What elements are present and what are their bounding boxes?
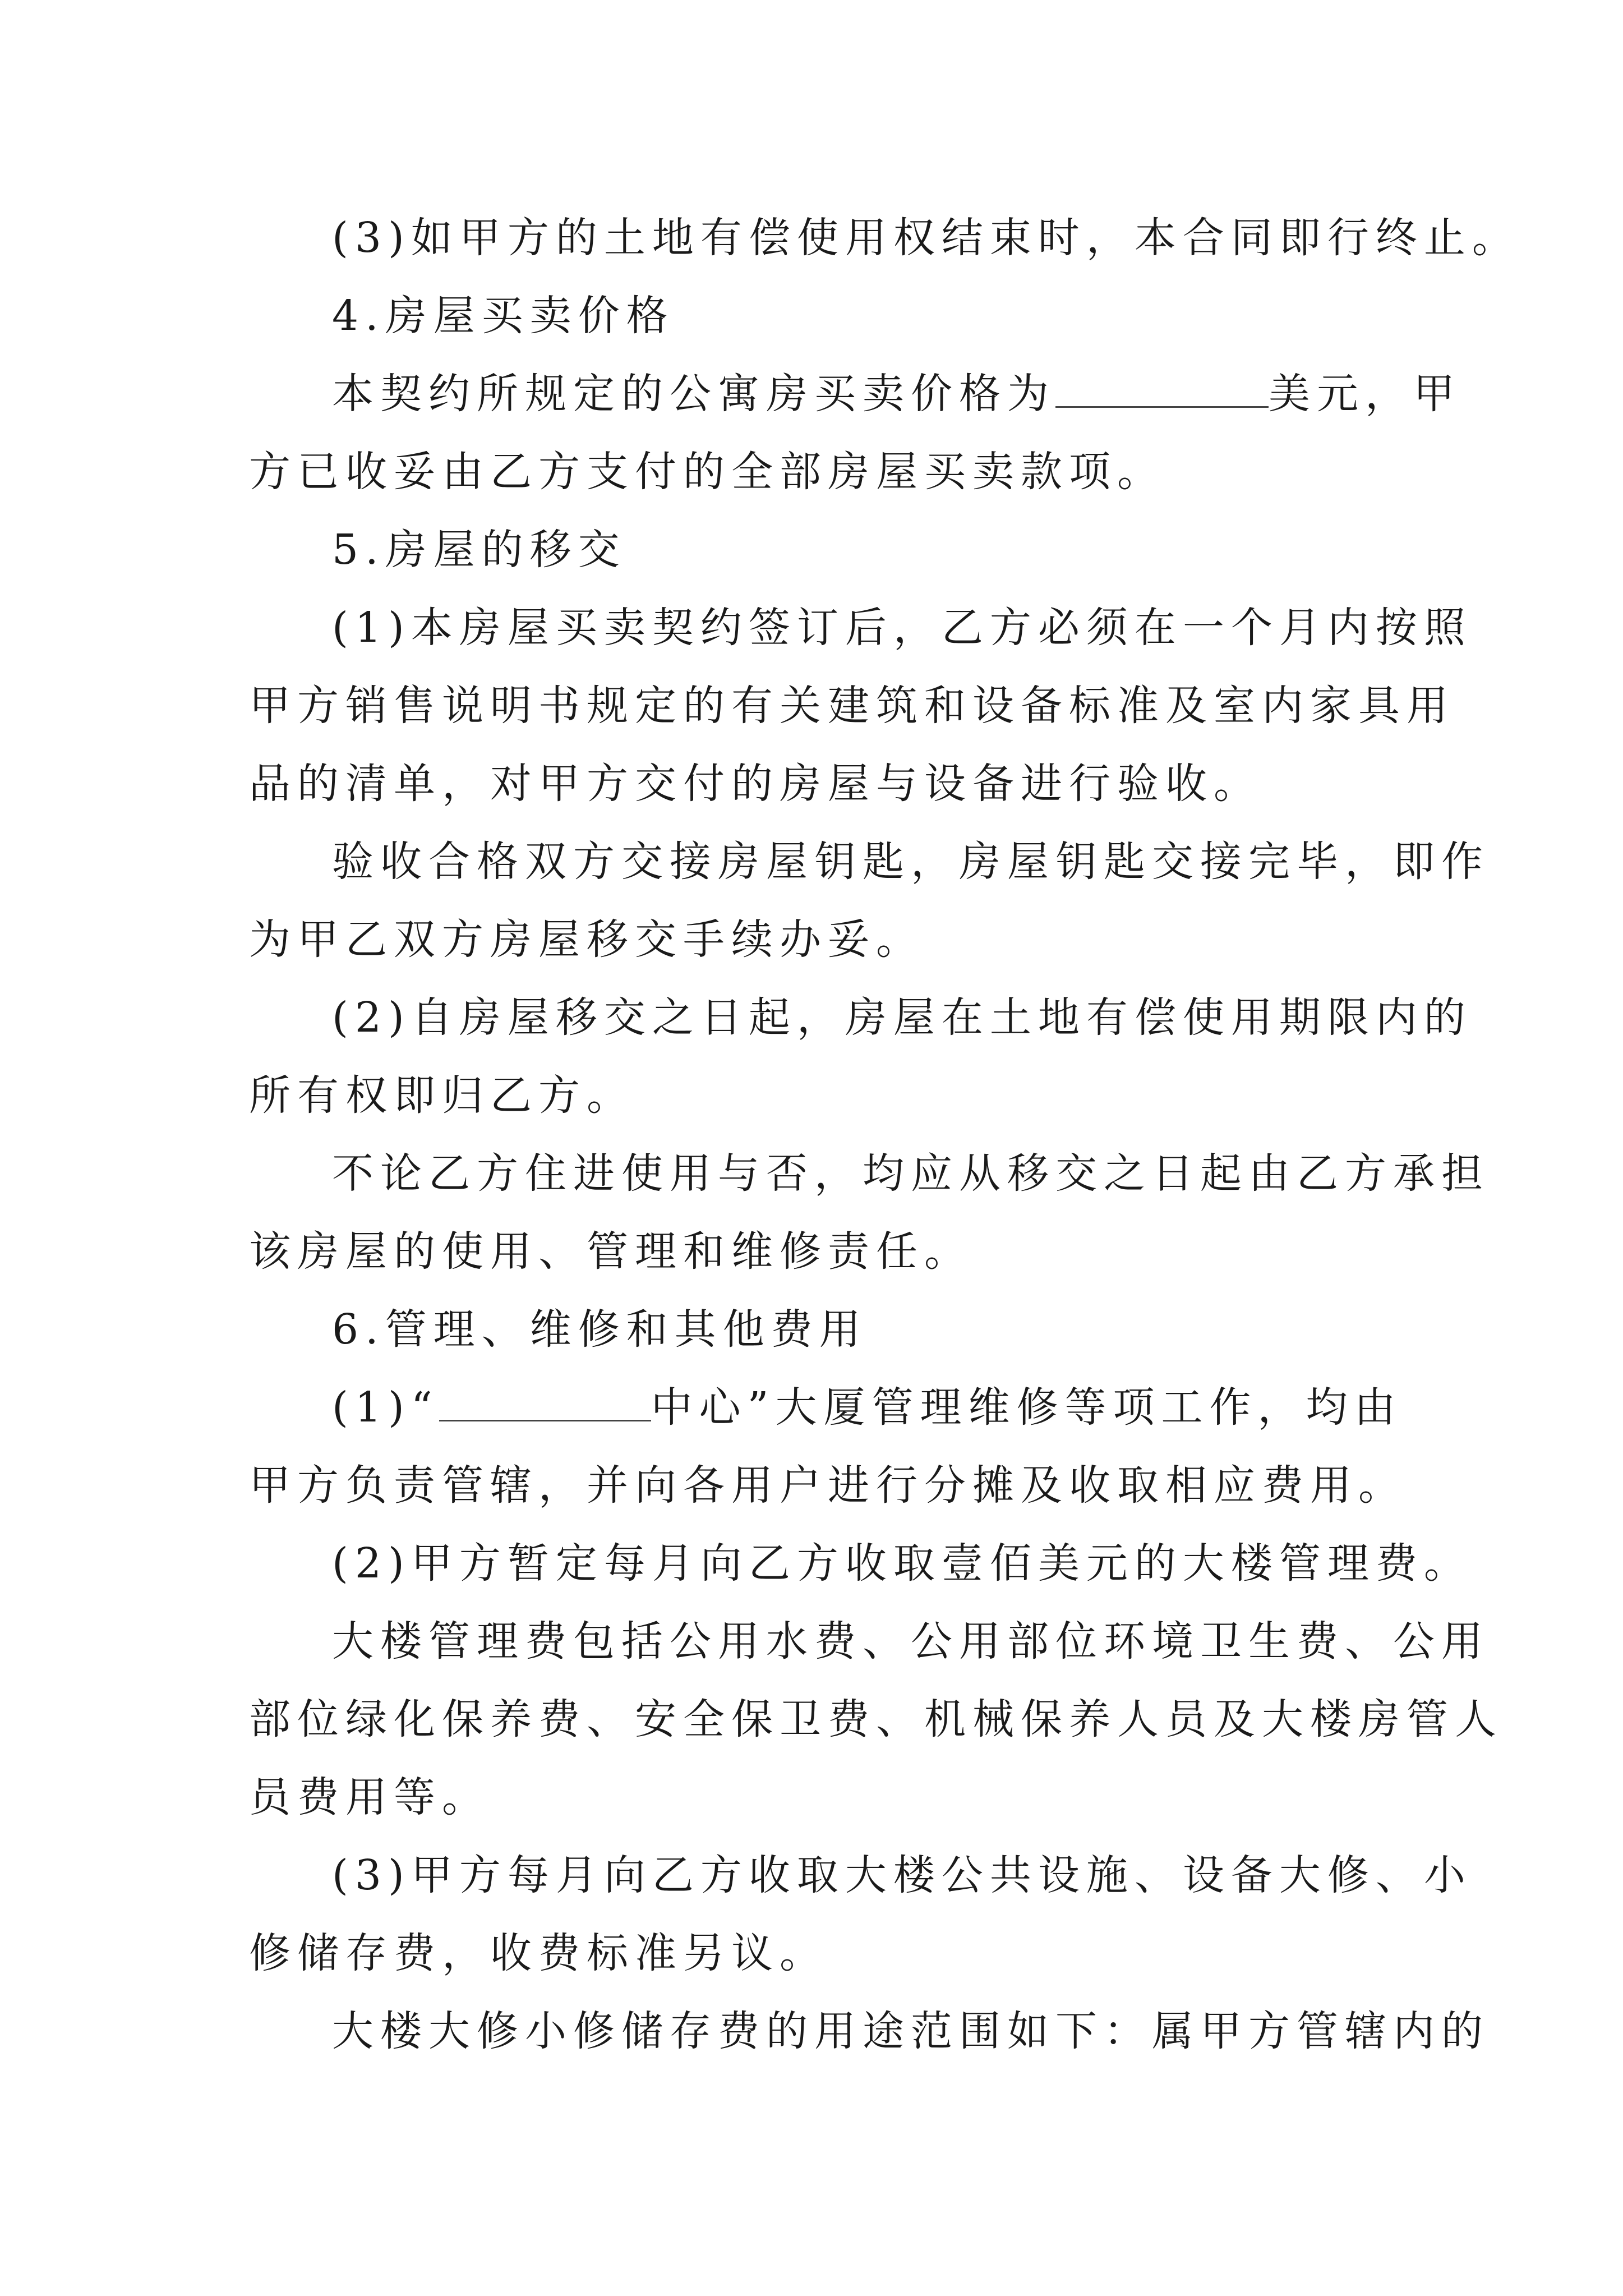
management-fee-clause: (2)甲方暂定每月向乙方收取壹佰美元的大楼管理费。 (332, 1539, 1472, 1588)
responsibility-line-2: 该房屋的使用、管理和维修责任。 (249, 1227, 972, 1276)
price-paragraph-line-2: 方已收妥由乙方支付的全部房屋买卖款项。 (249, 448, 1165, 496)
fee-contents-line-2: 部位绿化保养费、安全保卫费、机械保养人员及大楼房管人 (249, 1695, 1503, 1743)
management-clause-1-line-2: 甲方负责管辖，并向各用户进行分摊及收取相应费用。 (249, 1461, 1407, 1510)
handover-clause-1-line-2: 甲方销售说明书规定的有关建筑和设备标准及室内家具用 (249, 682, 1455, 730)
clause-3-text: (3)如甲方的土地有偿使用权结束时，本合同即行终止。 (332, 214, 1520, 262)
repair-fund-usage-line: 大楼大修小修储存费的用途范围如下：属甲方管辖内的 (332, 2007, 1490, 2055)
management-text-before: (1)“ (332, 1383, 439, 1432)
fee-contents-line-1: 大楼管理费包括公用水费、公用部位环境卫生费、公用 (332, 1617, 1490, 1665)
repair-fund-clause-line-2: 修储存费，收费标准另议。 (249, 1929, 828, 1977)
fee-contents-line-3: 员费用等。 (249, 1773, 490, 1821)
management-text-after: 中心”大厦管理维修等项工作，均由 (651, 1383, 1403, 1432)
handover-clause-2-line-1: (2)自房屋移交之日起，房屋在土地有偿使用期限内的 (332, 993, 1472, 1042)
price-blank-field (1055, 367, 1269, 408)
handover-clause-1-line-1: (1)本房屋买卖契约签订后，乙方必须在一个月内按照 (332, 604, 1472, 652)
handover-clause-2-line-2: 所有权即归乙方。 (249, 1071, 635, 1120)
section-4-heading: 4.房屋买卖价格 (332, 292, 675, 340)
handover-clause-1-line-3: 品的清单，对甲方交付的房屋与设备进行验收。 (249, 760, 1262, 808)
price-text-after: 美元，甲 (1269, 370, 1461, 418)
section-5-heading: 5.房屋的移交 (332, 526, 626, 574)
price-paragraph-line-1 (249, 355, 1461, 433)
section-6-heading: 6.管理、维修和其他费用 (332, 1305, 868, 1354)
management-clause-1-line-1 (249, 1369, 1403, 1447)
document-body (249, 199, 1520, 2070)
repair-fund-clause-line-1: (3)甲方每月向乙方收取大楼公共设施、设备大修、小 (332, 1851, 1472, 1899)
price-text-before: 本契约所规定的公寓房买卖价格为 (332, 370, 1055, 418)
key-handover-line-1: 验收合格双方交接房屋钥匙，房屋钥匙交接完毕，即作 (332, 838, 1490, 886)
key-handover-line-2: 为甲乙双方房屋移交手续办妥。 (249, 915, 924, 964)
responsibility-line-1: 不论乙方住进使用与否，均应从移交之日起由乙方承担 (332, 1149, 1490, 1198)
center-name-blank-field (439, 1381, 651, 1421)
